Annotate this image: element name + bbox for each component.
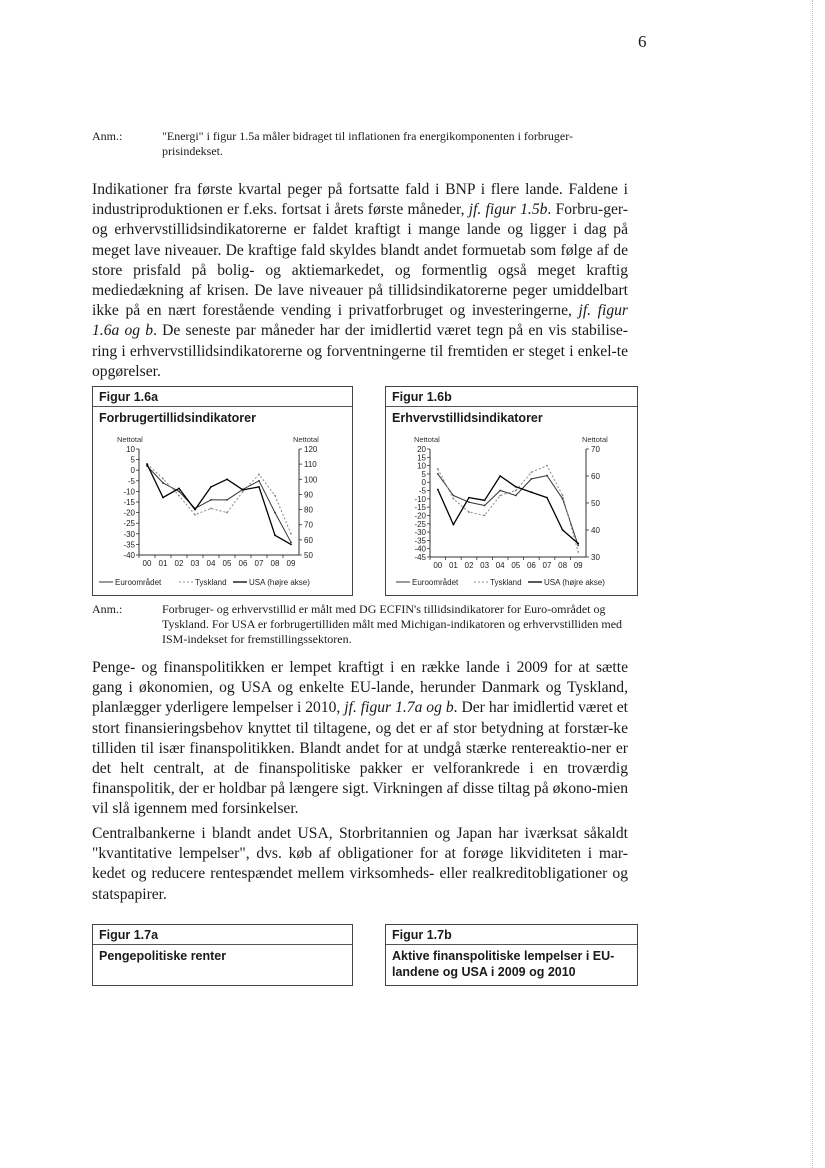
x-tick-label: 09 [573, 561, 583, 570]
x-tick-label: 04 [206, 559, 216, 568]
right-axis-unit: Nettotal [293, 435, 319, 444]
left-axis-unit: Nettotal [117, 435, 143, 444]
data-point [178, 487, 180, 489]
data-point [210, 499, 212, 501]
series-line-euroomraadet [438, 474, 578, 546]
data-point [546, 497, 548, 499]
right-tick-label: 100 [304, 475, 318, 485]
data-point [178, 491, 180, 493]
legend-euro: Euroområdet [115, 578, 162, 587]
x-tick-label: 01 [448, 561, 458, 570]
data-point [210, 507, 212, 509]
right-tick-label: 60 [591, 472, 600, 481]
right-tick-label: 70 [591, 445, 600, 454]
note-label: Anm.: [92, 602, 123, 616]
legend-usa: USA (højre akse) [544, 578, 605, 587]
series-line-tyskland [147, 464, 291, 534]
data-point [258, 474, 260, 476]
left-tick-label: -15 [414, 503, 426, 513]
x-tick-label: 08 [270, 559, 280, 568]
figure-title: Aktive finanspolitiske lempelser i EU-landene og USA i 2009 og 2010 [392, 949, 615, 979]
series-line-usa [147, 464, 291, 544]
data-point [468, 511, 470, 513]
data-point [226, 512, 228, 514]
data-point [499, 490, 501, 492]
left-tick-label: -20 [123, 508, 135, 518]
left-tick-label: 0 [130, 466, 135, 476]
x-tick-label: 02 [464, 561, 474, 570]
x-tick-label: 08 [558, 561, 568, 570]
left-tick-label: -35 [123, 540, 135, 550]
left-tick-label: -30 [123, 529, 135, 539]
x-tick-label: 03 [480, 561, 490, 570]
left-tick-label: -20 [414, 511, 426, 521]
data-point [290, 544, 292, 546]
left-tick-label: -35 [414, 536, 426, 546]
data-point [146, 463, 148, 465]
left-tick-label: 20 [417, 445, 426, 454]
data-point [178, 495, 180, 497]
data-point [577, 543, 579, 545]
x-tick-label: 00 [142, 559, 152, 568]
x-tick-label: 04 [495, 561, 505, 570]
x-tick-label: 03 [190, 559, 200, 568]
data-point [274, 512, 276, 514]
left-tick-label: -10 [123, 487, 135, 497]
legend-germany: Tyskland [490, 578, 522, 587]
data-point [562, 529, 564, 531]
paragraph-3: Centralbankerne i blandt andet USA, Storbritannien og Japan har iværksat såkaldt "kvantitative lempelser", dvs. køb af obligationer for at forøge likviditeten i mar-kedet og reducere rentespændet mellem virksomheds- eller realkreditobligationer og statspapirer. [92, 825, 628, 903]
series-line-usa [438, 476, 578, 544]
figure-number: Figur 1.6a [93, 387, 352, 407]
right-tick-label: 80 [304, 505, 313, 515]
right-tick-label: 30 [591, 553, 600, 562]
series-line-tyskland [438, 466, 578, 552]
left-tick-label: -5 [418, 486, 426, 496]
x-tick-label: 06 [526, 561, 536, 570]
figure-reference: jf. figur 1.7a og b [344, 699, 454, 717]
left-tick-label: -10 [414, 494, 426, 504]
data-point [484, 515, 486, 517]
x-tick-label: 07 [254, 559, 264, 568]
data-point [274, 495, 276, 497]
right-tick-label: 60 [304, 535, 313, 545]
figure-1-7a [92, 924, 353, 986]
right-tick-label: 120 [304, 445, 318, 454]
figure-reference: jf. figur 1.6a og b [92, 302, 628, 340]
data-point [290, 541, 292, 543]
data-point [531, 471, 533, 473]
data-point [162, 482, 164, 484]
right-tick-label: 70 [304, 520, 313, 530]
data-point [258, 480, 260, 482]
data-point [162, 497, 164, 499]
x-tick-label: 06 [238, 559, 248, 568]
note-text: "Energi" i figur 1.5a måler bidraget til inflationen fra energikomponenten i forbruger-prisindekset. [162, 129, 573, 158]
data-point [468, 501, 470, 503]
data-point [194, 509, 196, 511]
left-axis-unit: Nettotal [414, 435, 440, 444]
data-point [577, 551, 579, 553]
data-point [531, 491, 533, 493]
paragraph-1: Indikationer fra første kvartal peger på fortsatte fald i BNP i flere lande. Faldene i industriproduktionen er f.eks. fortsat i årets første måneder, jf. figur 1.5b. Forbru-ger- og erhvervstillidsindikatorerne er faldet kraftigt i mange lande og ligger i dag på meget lave niveauer. De kraftige fald skyldes blandt andet formuetab som følge af de store prisfald på bolig- og aktiemarkedet, og formentlig også meget kraftig mediedækning af krisen. De lave niveauer på tillidsindikatorerne peger umiddelbart ikke på en nært forestående vending i privatforbruget og investeringerne, jf. figur 1.6a og b. De seneste par måneder har der imidlertid været tegn på en vis stabilise-ring i erhvervstillidsindikatorerne og forventningerne til fremtiden er steget i enkel-te opgørelser. [92, 181, 628, 380]
x-tick-label: 05 [511, 561, 521, 570]
figure-1-6a [92, 386, 353, 596]
x-tick-label: 02 [174, 559, 184, 568]
data-point [515, 495, 517, 497]
page-number: 6 [638, 32, 647, 51]
data-point [515, 486, 517, 488]
figure-1-7b [385, 924, 638, 986]
data-point [226, 499, 228, 501]
data-point [531, 478, 533, 480]
figure-title: Forbrugertillidsindikatorer [99, 411, 256, 425]
left-tick-label: -25 [414, 519, 426, 529]
chart-business-confidence [386, 433, 637, 593]
data-point [484, 505, 486, 507]
data-point [515, 490, 517, 492]
x-tick-label: 09 [286, 559, 296, 568]
data-point [453, 498, 455, 500]
left-tick-label: -45 [414, 553, 426, 562]
legend-euro: Euroområdet [412, 578, 459, 587]
right-tick-label: 90 [304, 490, 313, 500]
x-tick-label: 00 [433, 561, 443, 570]
left-tick-label: -15 [123, 498, 135, 507]
right-tick-label: 40 [591, 526, 600, 535]
chart-consumer-confidence [93, 433, 352, 593]
page-edge-line [812, 0, 814, 1168]
data-point [194, 514, 196, 516]
data-point [162, 478, 164, 480]
left-tick-label: 15 [417, 453, 426, 463]
left-tick-label: -5 [127, 476, 135, 486]
x-tick-label: 07 [542, 561, 552, 570]
data-point [290, 533, 292, 535]
data-point [453, 495, 455, 497]
data-point [437, 489, 439, 491]
figure-number: Figur 1.7b [386, 925, 637, 945]
data-point [210, 486, 212, 488]
note-label: Anm.: [92, 129, 123, 143]
left-tick-label: -40 [123, 551, 135, 560]
note-text: Forbruger- og erhvervstillid er målt med DG ECFIN's tillidsindikatorer for Euro-området og Tyskland. For USA er forbrugertilliden målt med Michigan-indikatoren og erhvervstilliden med ISM-indekset for fremstillingssektoren. [162, 602, 623, 646]
data-point [242, 489, 244, 491]
left-tick-label: 0 [421, 478, 426, 488]
data-point [546, 465, 548, 467]
right-tick-label: 50 [304, 551, 313, 560]
data-point [468, 497, 470, 499]
data-point [562, 495, 564, 497]
right-tick-label: 110 [304, 460, 317, 470]
left-tick-label: 10 [126, 445, 135, 454]
right-tick-label: 50 [591, 499, 600, 508]
x-tick-label: 05 [222, 559, 232, 568]
figure-reference: jf. figur 1.5b [468, 201, 548, 219]
left-tick-label: -30 [414, 528, 426, 538]
figure-title: Pengepolitiske renter [99, 949, 227, 963]
x-tick-label: 01 [158, 559, 168, 568]
legend-usa: USA (højre akse) [249, 578, 310, 587]
paragraph-2: Penge- og finanspolitikken er lempet kraftigt i en række lande i 2009 for at sætte gang i økonomien, og USA og enkelte EU-lande, herunder Danmark og Tyskland, planlægger yderligere lempelser i 2010, jf. figur 1.7a og b. Der har imidlertid været et stort finansieringsbehov knyttet til tiltagene, og det er af stor betydning at forstær-ke tilliden til især finanspolitikken. Blandt andet for at undgå stærke rentereaktio-ner er det helt centralt, at de finanspolitiske pakker er velforankrede i en troværdig finanspolitik, der er holdbar på længere sigt. Virkningen af disse tiltag på økono-mien vil slå igennem med forsinkelser. [92, 659, 628, 818]
data-point [437, 473, 439, 475]
data-point [484, 499, 486, 501]
left-tick-label: -40 [414, 544, 426, 554]
data-point [226, 478, 228, 480]
right-axis-unit: Nettotal [582, 435, 608, 444]
series-line-euroomraadet [147, 466, 291, 542]
data-point [546, 475, 548, 477]
left-tick-label: 5 [130, 455, 135, 465]
data-point [437, 468, 439, 470]
data-point [258, 486, 260, 488]
data-point [499, 495, 501, 497]
data-point [577, 544, 579, 546]
data-point [499, 475, 501, 477]
left-tick-label: 5 [421, 469, 426, 479]
data-point [274, 534, 276, 536]
data-point [453, 524, 455, 526]
figure-title: Erhvervstillidsindikatorer [392, 411, 543, 425]
left-tick-label: -25 [123, 519, 135, 529]
figure-1-6b [385, 386, 638, 596]
figure-number: Figur 1.7a [93, 925, 352, 945]
figure-number: Figur 1.6b [386, 387, 637, 407]
left-tick-label: 10 [417, 461, 426, 471]
legend-germany: Tyskland [195, 578, 227, 587]
